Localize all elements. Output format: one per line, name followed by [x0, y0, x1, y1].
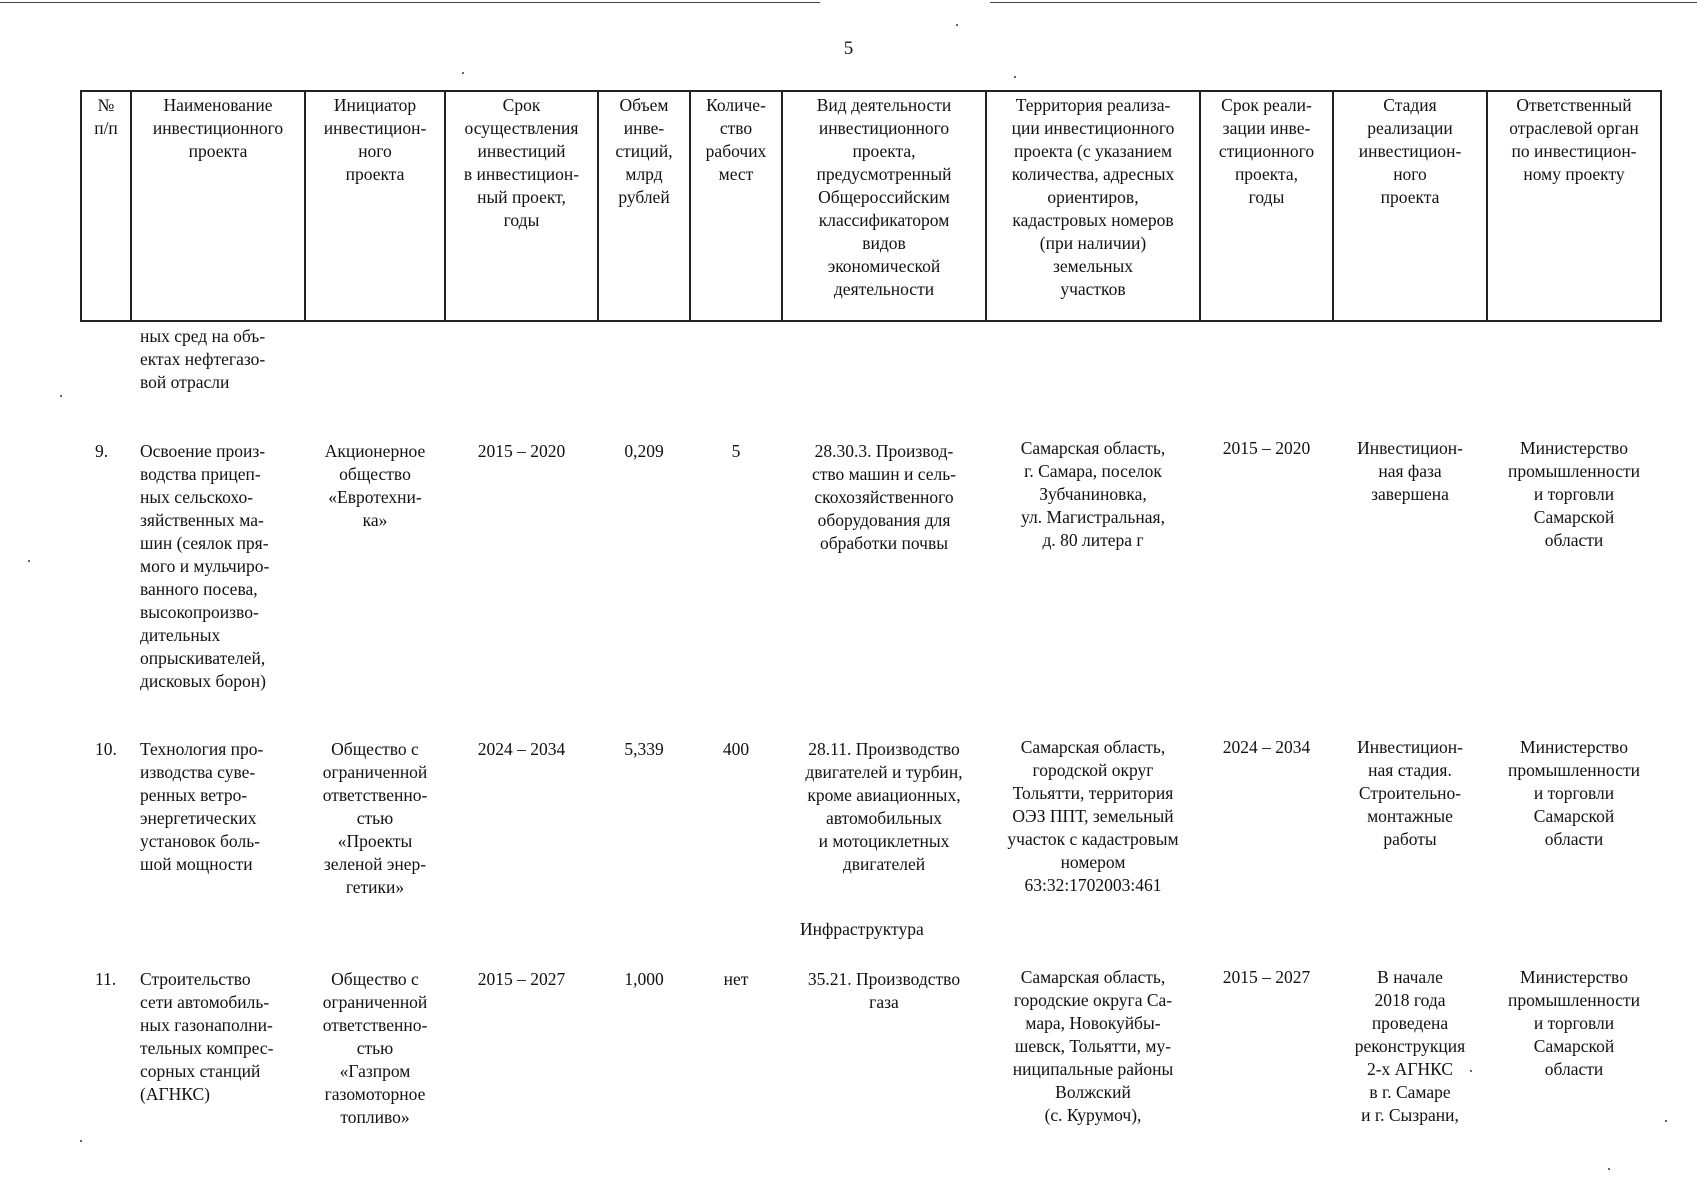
- scan-speck: [28, 560, 30, 562]
- row-10-territory: Самарская область, городской округ Тольятти, территория ОЭЗ ППТ, земельный участок с кадастровым номером 63:32:1702003:461: [1007, 737, 1179, 895]
- row-9-responsible: Министерство промышленности и торговли Самарской области: [1507, 438, 1641, 550]
- row-10-responsible: Министерство промышленности и торговли Самарской области: [1507, 737, 1641, 849]
- scan-speck: [60, 395, 62, 397]
- header-responsible: Ответственный отраслевой орган по инвестицион- ному проекту: [1487, 91, 1661, 321]
- continuation-text: ных сред на объ- ектах нефтегазо- вой отрасли: [140, 326, 266, 392]
- scan-speck: [80, 1140, 82, 1142]
- header-initiator: Инициатор инвестицион- ного проекта: [305, 91, 445, 321]
- scan-speck: [956, 24, 958, 26]
- row-11-number: 11.: [95, 969, 117, 989]
- header-stage: Стадия реализации инвестицион- ного проекта: [1333, 91, 1487, 321]
- row-11-implementation-period: 2015 – 2027: [1222, 967, 1311, 987]
- row-11-responsible: Министерство промышленности и торговли Самарской области: [1507, 967, 1641, 1079]
- header-implementation-period: Срок реали- зации инве- стиционного проекта, годы: [1200, 91, 1333, 321]
- scan-speck: [462, 72, 464, 74]
- scan-speck: [1470, 1070, 1472, 1072]
- page-number: 5: [843, 38, 854, 59]
- scan-speck: [1665, 1120, 1667, 1122]
- row-9-jobs: 5: [731, 441, 741, 461]
- row-10-initiator: Общество с ограниченной ответственно- стью «Проекты зеленой энер- гетики»: [322, 739, 428, 897]
- header-jobs: Количе- ство рабочих мест: [690, 91, 782, 321]
- row-9-initiator: Акционерное общество «Евротехни- ка»: [324, 441, 426, 530]
- top-rule-right: [990, 2, 1697, 3]
- row-11-initiator: Общество с ограниченной ответственно- стью «Газпром газомоторное топливо»: [322, 969, 428, 1127]
- row-11-volume: 1,000: [624, 969, 664, 989]
- row-11-territory: Самарская область, городские округа Са- мара, Новокуйбы- шевск, Тольятти, му- ниципальные районы Волжский (с. Курумоч),: [1012, 967, 1174, 1125]
- table-header: [80, 90, 1662, 322]
- row-10-volume: 5,339: [624, 739, 664, 759]
- row-9-activity: 28.30.3. Производ- ство машин и сель- скохозяйственного оборудования для обработки почвы: [811, 441, 957, 553]
- row-9-territory: Самарская область, г. Самара, поселок Зубчаниновка, ул. Магистральная, д. 80 литера г: [1020, 438, 1166, 550]
- row-9-stage: Инвестицион- ная фаза завершена: [1357, 438, 1463, 504]
- row-9-volume: 0,209: [624, 441, 664, 461]
- header-territory: Территория реализа- ции инвестиционного проекта (с указанием количества, адресных ориентиров, кадастровых номеров (при наличии) земельных участков: [986, 91, 1200, 321]
- header-activity: Вид деятельности инвестиционного проекта, предусмотренный Общероссийским классификатором видов экономической деятельности: [782, 91, 986, 321]
- row-9-name: Освоение произ- водства прицеп- ных сельскохо- зяйственных ма- шин (сеялок пря- мого и мульчиро- ванного посева, высокопроизво- дительных опрыскивателей, дисковых борон): [140, 441, 270, 691]
- row-9-investment-period: 2015 – 2020: [477, 441, 566, 461]
- row-11-activity: 35.21. Производство газа: [807, 969, 961, 1012]
- section-title: Инфраструктура: [800, 919, 924, 939]
- row-11-jobs: нет: [723, 969, 749, 989]
- row-11-name: Строительство сети автомобиль- ных газонаполни- тельных компрес- сорных станций (АГНКС): [140, 969, 274, 1104]
- row-11-stage: В начале 2018 года проведена реконструкция 2-х АГНКС в г. Самаре и г. Сызрани,: [1354, 967, 1466, 1125]
- row-10-number: 10.: [95, 739, 117, 759]
- row-9-number: 9.: [95, 441, 109, 461]
- row-10-activity: 28.11. Производство двигателей и турбин, кроме авиационных, автомобильных и мотоциклетных двигателей: [805, 739, 963, 874]
- scan-speck: [1014, 76, 1016, 78]
- top-rule-left: [0, 2, 820, 3]
- row-11-investment-period: 2015 – 2027: [477, 969, 566, 989]
- row-10-implementation-period: 2024 – 2034: [1222, 737, 1311, 757]
- row-10-name: Технология про- изводства суве- ренных ветро- энергетических установок боль- шой мощности: [140, 739, 264, 874]
- row-10-jobs: 400: [722, 739, 750, 759]
- header-investment-period: Срок осуществления инвестиций в инвестицион- ный проект, годы: [445, 91, 598, 321]
- header-number: № п/п: [81, 91, 131, 321]
- header-volume: Объем инве- стиций, млрд рублей: [598, 91, 690, 321]
- row-10-investment-period: 2024 – 2034: [477, 739, 566, 759]
- scan-speck: [1608, 1168, 1610, 1170]
- row-9-implementation-period: 2015 – 2020: [1222, 438, 1311, 458]
- header-project-name: Наименование инвестиционного проекта: [131, 91, 305, 321]
- row-10-stage: Инвестицион- ная стадия. Строительно- монтажные работы: [1357, 737, 1463, 849]
